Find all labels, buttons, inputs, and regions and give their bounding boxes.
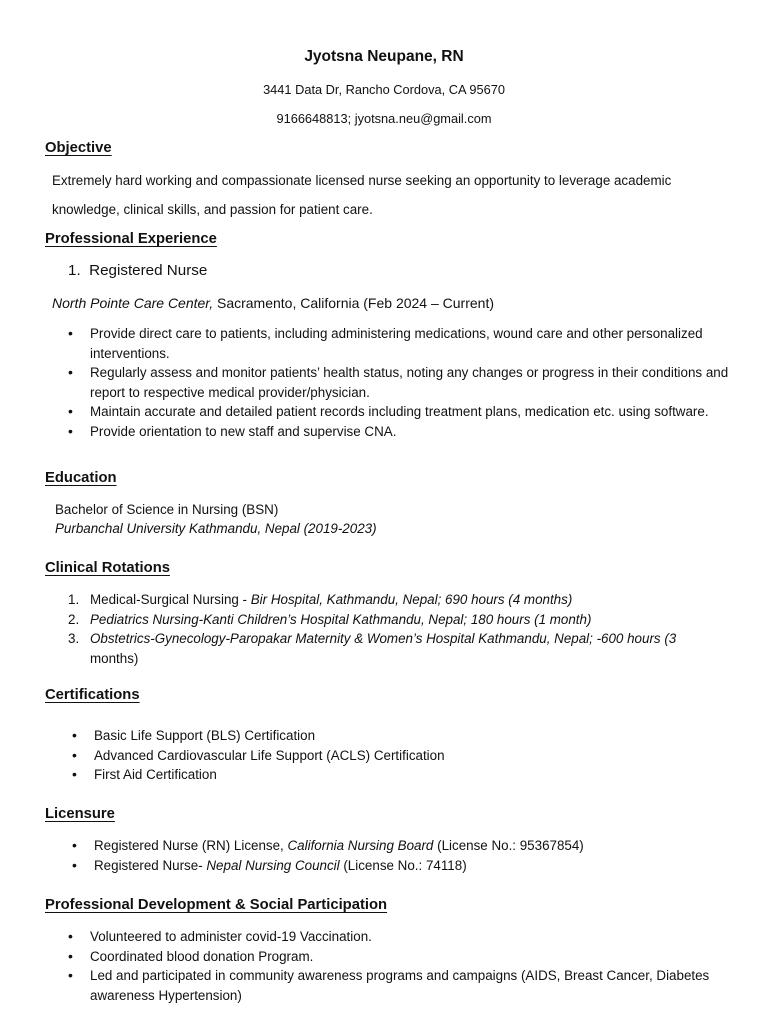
licensure-list [94, 836, 734, 875]
contact-info: 9166648813; jyotsna.neu@gmail.com [276, 111, 492, 126]
development-heading: Professional Development & Social Participation [45, 897, 388, 913]
item-number: 2. [68, 611, 80, 627]
employer-line [52, 294, 494, 314]
resume-name: Jyotsna Neupane, RN [304, 48, 464, 65]
list-item: • Led and participated in community awareness programs and campaigns (AIDS, Breast Cancer, Diabetes awareness Hypertension) [90, 966, 730, 1005]
list-item: • Provide direct care to patients, including administering medications, wound care and other personalized interventions. [90, 324, 730, 363]
experience-bullets [90, 324, 730, 442]
list-item: • Basic Life Support (BLS) Certification [94, 726, 734, 746]
list-item: • Advanced Cardiovascular Life Support (ACLS) Certification [94, 746, 734, 766]
list-item: 2. Pediatrics Nursing-Kanti Children’s Hospital Kathmandu, Nepal; 180 hours (1 month) [90, 610, 730, 630]
list-item: • Registered Nurse- Nepal Nursing Council (License No.: 74118) [94, 856, 734, 876]
list-item: • Coordinated blood donation Program. [90, 947, 730, 967]
degree: Bachelor of Science in Nursing (BSN) [55, 502, 279, 517]
list-item: • Regularly assess and monitor patients’ health status, noting any changes or progress in their conditions and report to respective medical provider/physician. [90, 363, 730, 402]
development-list [90, 927, 730, 1005]
experience-heading: Professional Experience [45, 231, 217, 247]
list-item: • Volunteered to administer covid-19 Vaccination. [90, 927, 730, 947]
address: 3441 Data Dr, Rancho Cordova, CA 95670 [263, 82, 505, 97]
list-item: • Registered Nurse (RN) License, California Nursing Board (License No.: 95367854) [94, 836, 734, 856]
licensure-heading: Licensure [45, 806, 115, 822]
objective-text: Extremely hard working and compassionate licensed nurse seeking an opportunity to leverage academic knowledge, clinical skills, and passion for patient care. [52, 173, 672, 217]
clinical-heading: Clinical Rotations [45, 560, 170, 576]
list-item: • Provide orientation to new staff and supervise CNA. [90, 422, 730, 442]
job-title-line [68, 261, 207, 281]
certifications-heading: Certifications [45, 687, 140, 703]
certifications-list [94, 726, 734, 785]
list-item: • First Aid Certification [94, 765, 734, 785]
education-heading: Education [45, 470, 117, 486]
school: Purbanchal University Kathmandu, Nepal (2019-2023) [55, 521, 377, 536]
employer-name: North Pointe Care Center, [52, 295, 214, 311]
list-item: 3. Obstetrics-Gynecology-Paropakar Maternity & Women’s Hospital Kathmandu, Nepal; -600 hours (3 months) [68, 631, 677, 666]
list-item: • Maintain accurate and detailed patient records including treatment plans, medication etc. using software. [90, 402, 730, 422]
job-number: 1. [68, 262, 81, 279]
item-number: 1. [68, 592, 80, 607]
employer-location: Sacramento, California (Feb 2024 – Current) [213, 295, 495, 311]
objective-heading: Objective [45, 140, 112, 156]
clinical-list [68, 590, 730, 668]
list-item: 1. Medical-Surgical Nursing - Bir Hospital, Kathmandu, Nepal; 690 hours (4 months) [90, 590, 730, 610]
item-number: 3. [68, 631, 80, 647]
job-title: Registered Nurse [89, 262, 208, 279]
